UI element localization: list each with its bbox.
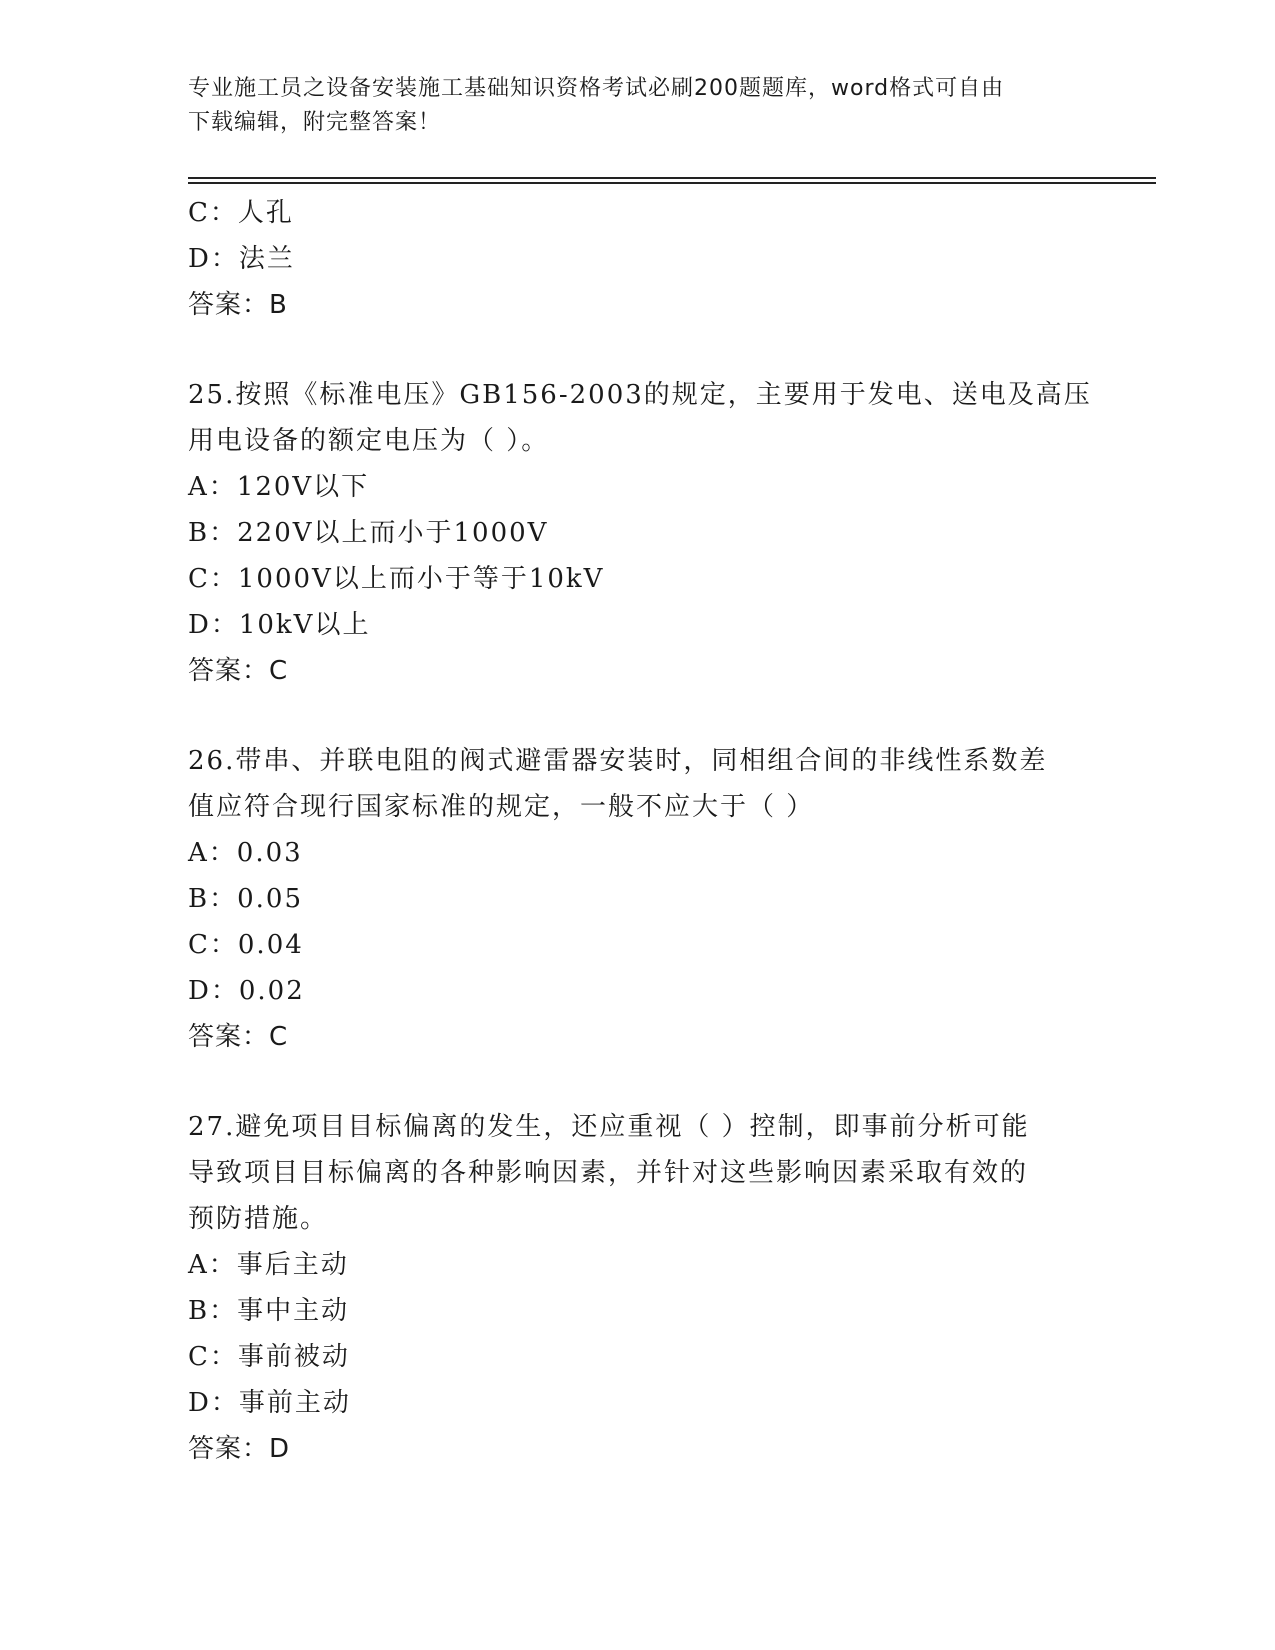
question-stem-line: 26.带串、并联电阻的阀式避雷器安装时，同相组合间的非线性系数差 [188,746,1048,776]
question-block [188,372,1092,694]
previous-question-tail [188,190,1088,328]
answer-line: 答案：D [188,1434,291,1464]
option-d: D：0.02 [188,976,305,1006]
option-a: A：0.03 [188,838,303,868]
question-stem-line: 用电设备的额定电压为（ ）。 [188,426,550,456]
question-stem-line: 25.按照《标准电压》GB156-2003的规定，主要用于发电、送电及高压 [188,380,1092,410]
option-c: C：事前被动 [188,1342,350,1372]
option-c: C：0.04 [188,930,304,960]
header-line-1: 专业施工员之设备安装施工基础知识资格考试必刷200题题库，word格式可自由 [188,76,1005,101]
answer-line: 答案：C [188,1022,289,1052]
question-stem-line: 导致项目目标偏离的各种影响因素，并针对这些影响因素采取有效的 [188,1158,1029,1188]
answer-line: 答案：C [188,656,289,686]
option-d: D：10kV以上 [188,610,371,640]
answer-line: 答案：B [188,290,288,320]
option-d: D：事前主动 [188,1388,351,1418]
option-a: A：事后主动 [188,1250,349,1280]
header-line-2: 下载编辑，附完整答案！ [188,110,442,135]
header-divider-second [188,182,1156,184]
question-content [188,190,1092,1472]
question-stem-line: 预防措施。 [188,1204,329,1234]
option-b: B：0.05 [188,884,303,914]
option-b: B：事中主动 [188,1296,350,1326]
question-stem-line: 值应符合现行国家标准的规定，一般不应大于（ ） [188,792,815,822]
page-header [188,72,1068,140]
option-c: C：1000V以上而小于等于10kV [188,564,605,594]
option-b: B：220V以上而小于1000V [188,518,549,548]
option-c: C：人孔 [188,198,294,228]
header-divider [188,177,1156,179]
question-stem-line: 27.避免项目目标偏离的发生，还应重视（ ）控制，即事前分析可能 [188,1112,1030,1142]
question-block [188,738,1088,1060]
option-a: A：120V以下 [188,472,370,502]
option-d: D：法兰 [188,244,295,274]
question-block [188,1104,1088,1472]
